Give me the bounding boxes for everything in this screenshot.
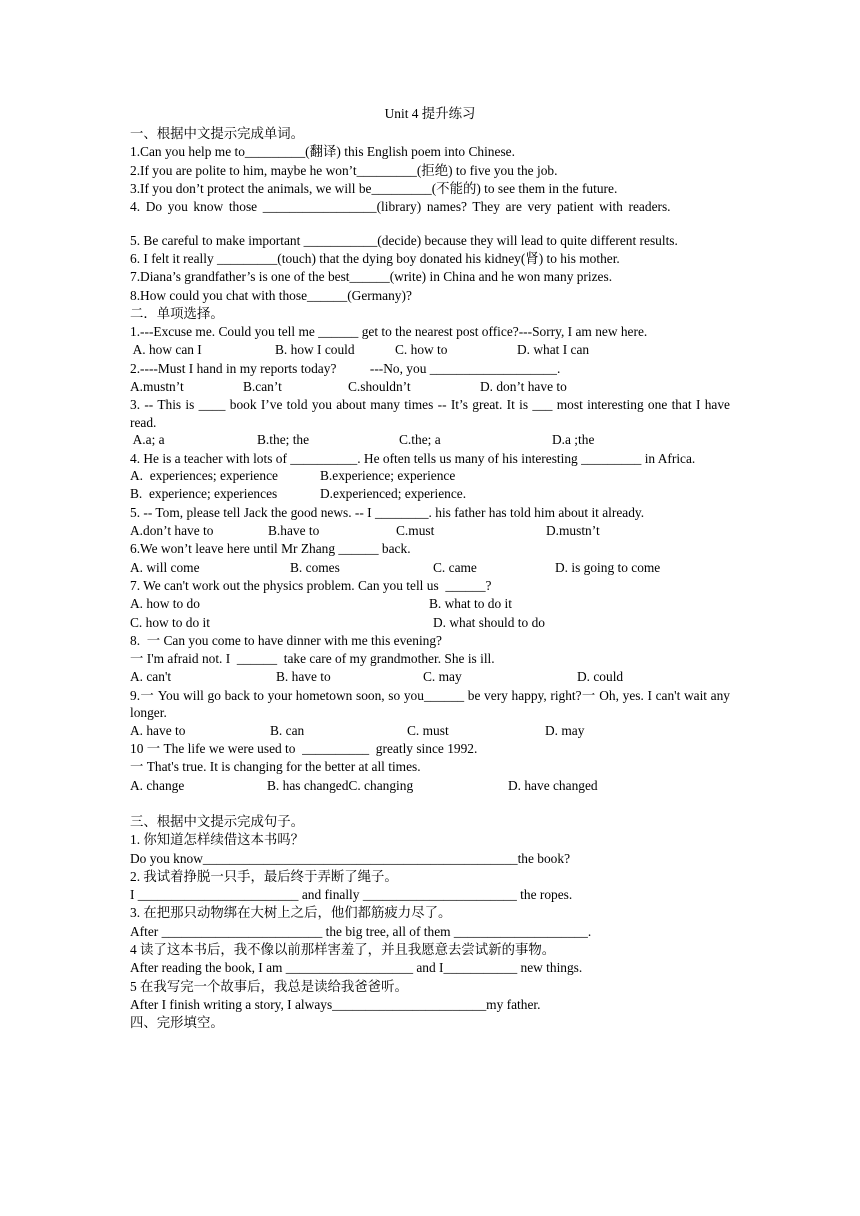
- question-text: 8.How could you chat with those______(Germany)?: [130, 287, 412, 303]
- question-text: 3. -- This is ____ book I’ve told you about many times -- It’s great. It is ___ most interesting one that I have read.: [130, 397, 730, 430]
- prompt-chinese: 3. 在把那只动物绑在大树上之后，他们都筋疲力尽了。: [130, 905, 452, 921]
- option: B. comes: [290, 559, 340, 575]
- answer-options: [130, 341, 730, 359]
- question-text: 4. Do you know those _________________(library) names? They are very patient with readers.: [130, 199, 671, 215]
- option: B.experience; experience: [320, 468, 456, 484]
- question-text: 一 I'm afraid not. I ______ take care of my grandmother. She is ill.: [130, 651, 495, 667]
- option: A.mustn’t: [130, 379, 184, 395]
- prompt-chinese: 2. 我试着挣脱一只手，最后终于弄断了绳子。: [130, 868, 398, 884]
- option: D.a ;the: [552, 432, 595, 448]
- option: C. must: [407, 722, 449, 738]
- answer-options: [130, 722, 730, 740]
- answer-options: [130, 522, 730, 540]
- question-text: 一 That's true. It is changing for the better at all times.: [130, 759, 421, 775]
- question-text: 2.If you are polite to him, maybe he won’t_________(拒绝) to five you the job.: [130, 162, 558, 178]
- option: B. what to do it: [429, 596, 512, 612]
- answer-options: [130, 595, 730, 613]
- option: A. how can I: [130, 342, 202, 358]
- question-text: 2.----Must I hand in my reports today? ---No, you ___________________.: [130, 360, 561, 376]
- answer-line: Do you know_______________________________________________the book?: [130, 850, 571, 866]
- option: B.the; the: [257, 432, 310, 448]
- option: D. what I can: [517, 342, 590, 358]
- option: D. could: [577, 669, 624, 685]
- question-text: 3.If you don’t protect the animals, we will be_________(不能的) to see them in the future.: [130, 180, 618, 196]
- option: A. have to: [130, 722, 186, 738]
- page-title: Unit 4 提升练习: [384, 106, 476, 121]
- prompt-chinese: 1. 你知道怎样续借这本书吗？: [130, 832, 305, 848]
- option: A. experiences; experience: [130, 468, 278, 484]
- option: D. is going to come: [555, 559, 661, 575]
- option: C. came: [433, 559, 477, 575]
- answer-line: After I finish writing a story, I always_______________________my father.: [130, 996, 541, 1012]
- option: C. how to: [395, 342, 448, 358]
- answer-line: After ________________________ the big tree, all of them ____________________.: [130, 923, 592, 939]
- answer-options: [130, 378, 730, 396]
- answer-options: [130, 485, 730, 503]
- option: A. will come: [130, 559, 200, 575]
- option: B. has changedC. changing: [267, 777, 414, 793]
- option: C. may: [423, 669, 462, 685]
- option: A. change: [130, 777, 185, 793]
- option: C. how to do it: [130, 614, 210, 630]
- section-heading-3: 三、根据中文提示完成句子。: [130, 813, 305, 829]
- answer-line: I ________________________ and finally _______________________ the ropes.: [130, 887, 573, 903]
- option: C.shouldn’t: [348, 379, 411, 395]
- option: B. how I could: [275, 342, 355, 358]
- section-heading-1: 一、根据中文提示完成单词。: [130, 126, 305, 141]
- section-heading-4: 四、完形填空。: [130, 1015, 224, 1031]
- option: A. can't: [130, 669, 172, 685]
- answer-options: [130, 467, 730, 485]
- option: C.must: [396, 523, 435, 539]
- answer-options: [130, 614, 730, 632]
- option: D.experienced; experience.: [320, 486, 467, 502]
- option: D. what should to do: [433, 614, 545, 630]
- prompt-chinese: 5 在我写完一个故事后，我总是读给我爸爸听。: [130, 978, 408, 994]
- option: A.a; a: [130, 432, 165, 448]
- question-text: 9.一 You will go back to your hometown soon, so you______ be very happy, right?一 Oh, yes. I can't wait any longer.: [130, 687, 730, 721]
- section-heading-2: 二．单项选择。: [130, 305, 224, 321]
- option: C.the; a: [399, 432, 441, 448]
- option: D. don’t have to: [480, 379, 567, 395]
- answer-line: After reading the book, I am ___________________ and I___________ new things.: [130, 960, 583, 976]
- question-text: 5. -- Tom, please tell Jack the good news. -- I ________. his father has told him about it already.: [130, 504, 645, 520]
- option: D. have changed: [508, 777, 598, 793]
- option: A. how to do: [130, 596, 200, 612]
- answer-options: [130, 777, 730, 795]
- question-text: 1.Can you help me to_________(翻译) this English poem into Chinese.: [130, 144, 515, 160]
- option: D.mustn’t: [546, 523, 600, 539]
- question-text: 6. I felt it really _________(touch) that the dying boy donated his kidney(肾) to his mother.: [130, 250, 620, 266]
- question-text: 4. He is a teacher with lots of __________. He often tells us many of his interesting _________ in Africa.: [130, 450, 696, 466]
- answer-options: [130, 559, 730, 577]
- option: B. have to: [276, 669, 331, 685]
- prompt-chinese: 4 读了这本书后，我不像以前那样害羞了，并且我愿意去尝试新的事物。: [130, 941, 556, 957]
- question-text: 1.---Excuse me. Could you tell me ______ get to the nearest post office?---Sorry, I am new here.: [130, 324, 648, 340]
- question-text: 7. We can't work out the physics problem. Can you tell us ______?: [130, 577, 492, 593]
- option: A.don’t have to: [130, 523, 214, 539]
- option: B. can: [270, 722, 305, 738]
- question-text: 7.Diana’s grandfather’s is one of the best______(write) in China and he won many prizes.: [130, 269, 613, 285]
- option: B. experience; experiences: [130, 486, 278, 502]
- answer-options: [130, 668, 730, 686]
- question-text: 8. 一 Can you come to have dinner with me this evening?: [130, 632, 443, 648]
- option: B.can’t: [243, 379, 282, 395]
- option: B.have to: [268, 523, 320, 539]
- option: D. may: [545, 722, 585, 738]
- question-text: 5. Be careful to make important ___________(decide) because they will lead to quite different results.: [130, 233, 678, 249]
- question-text: 10 一 The life we were used to __________ greatly since 1992.: [130, 741, 478, 757]
- answer-options: [130, 431, 730, 449]
- question-text: 6.We won’t leave here until Mr Zhang ______ back.: [130, 541, 411, 557]
